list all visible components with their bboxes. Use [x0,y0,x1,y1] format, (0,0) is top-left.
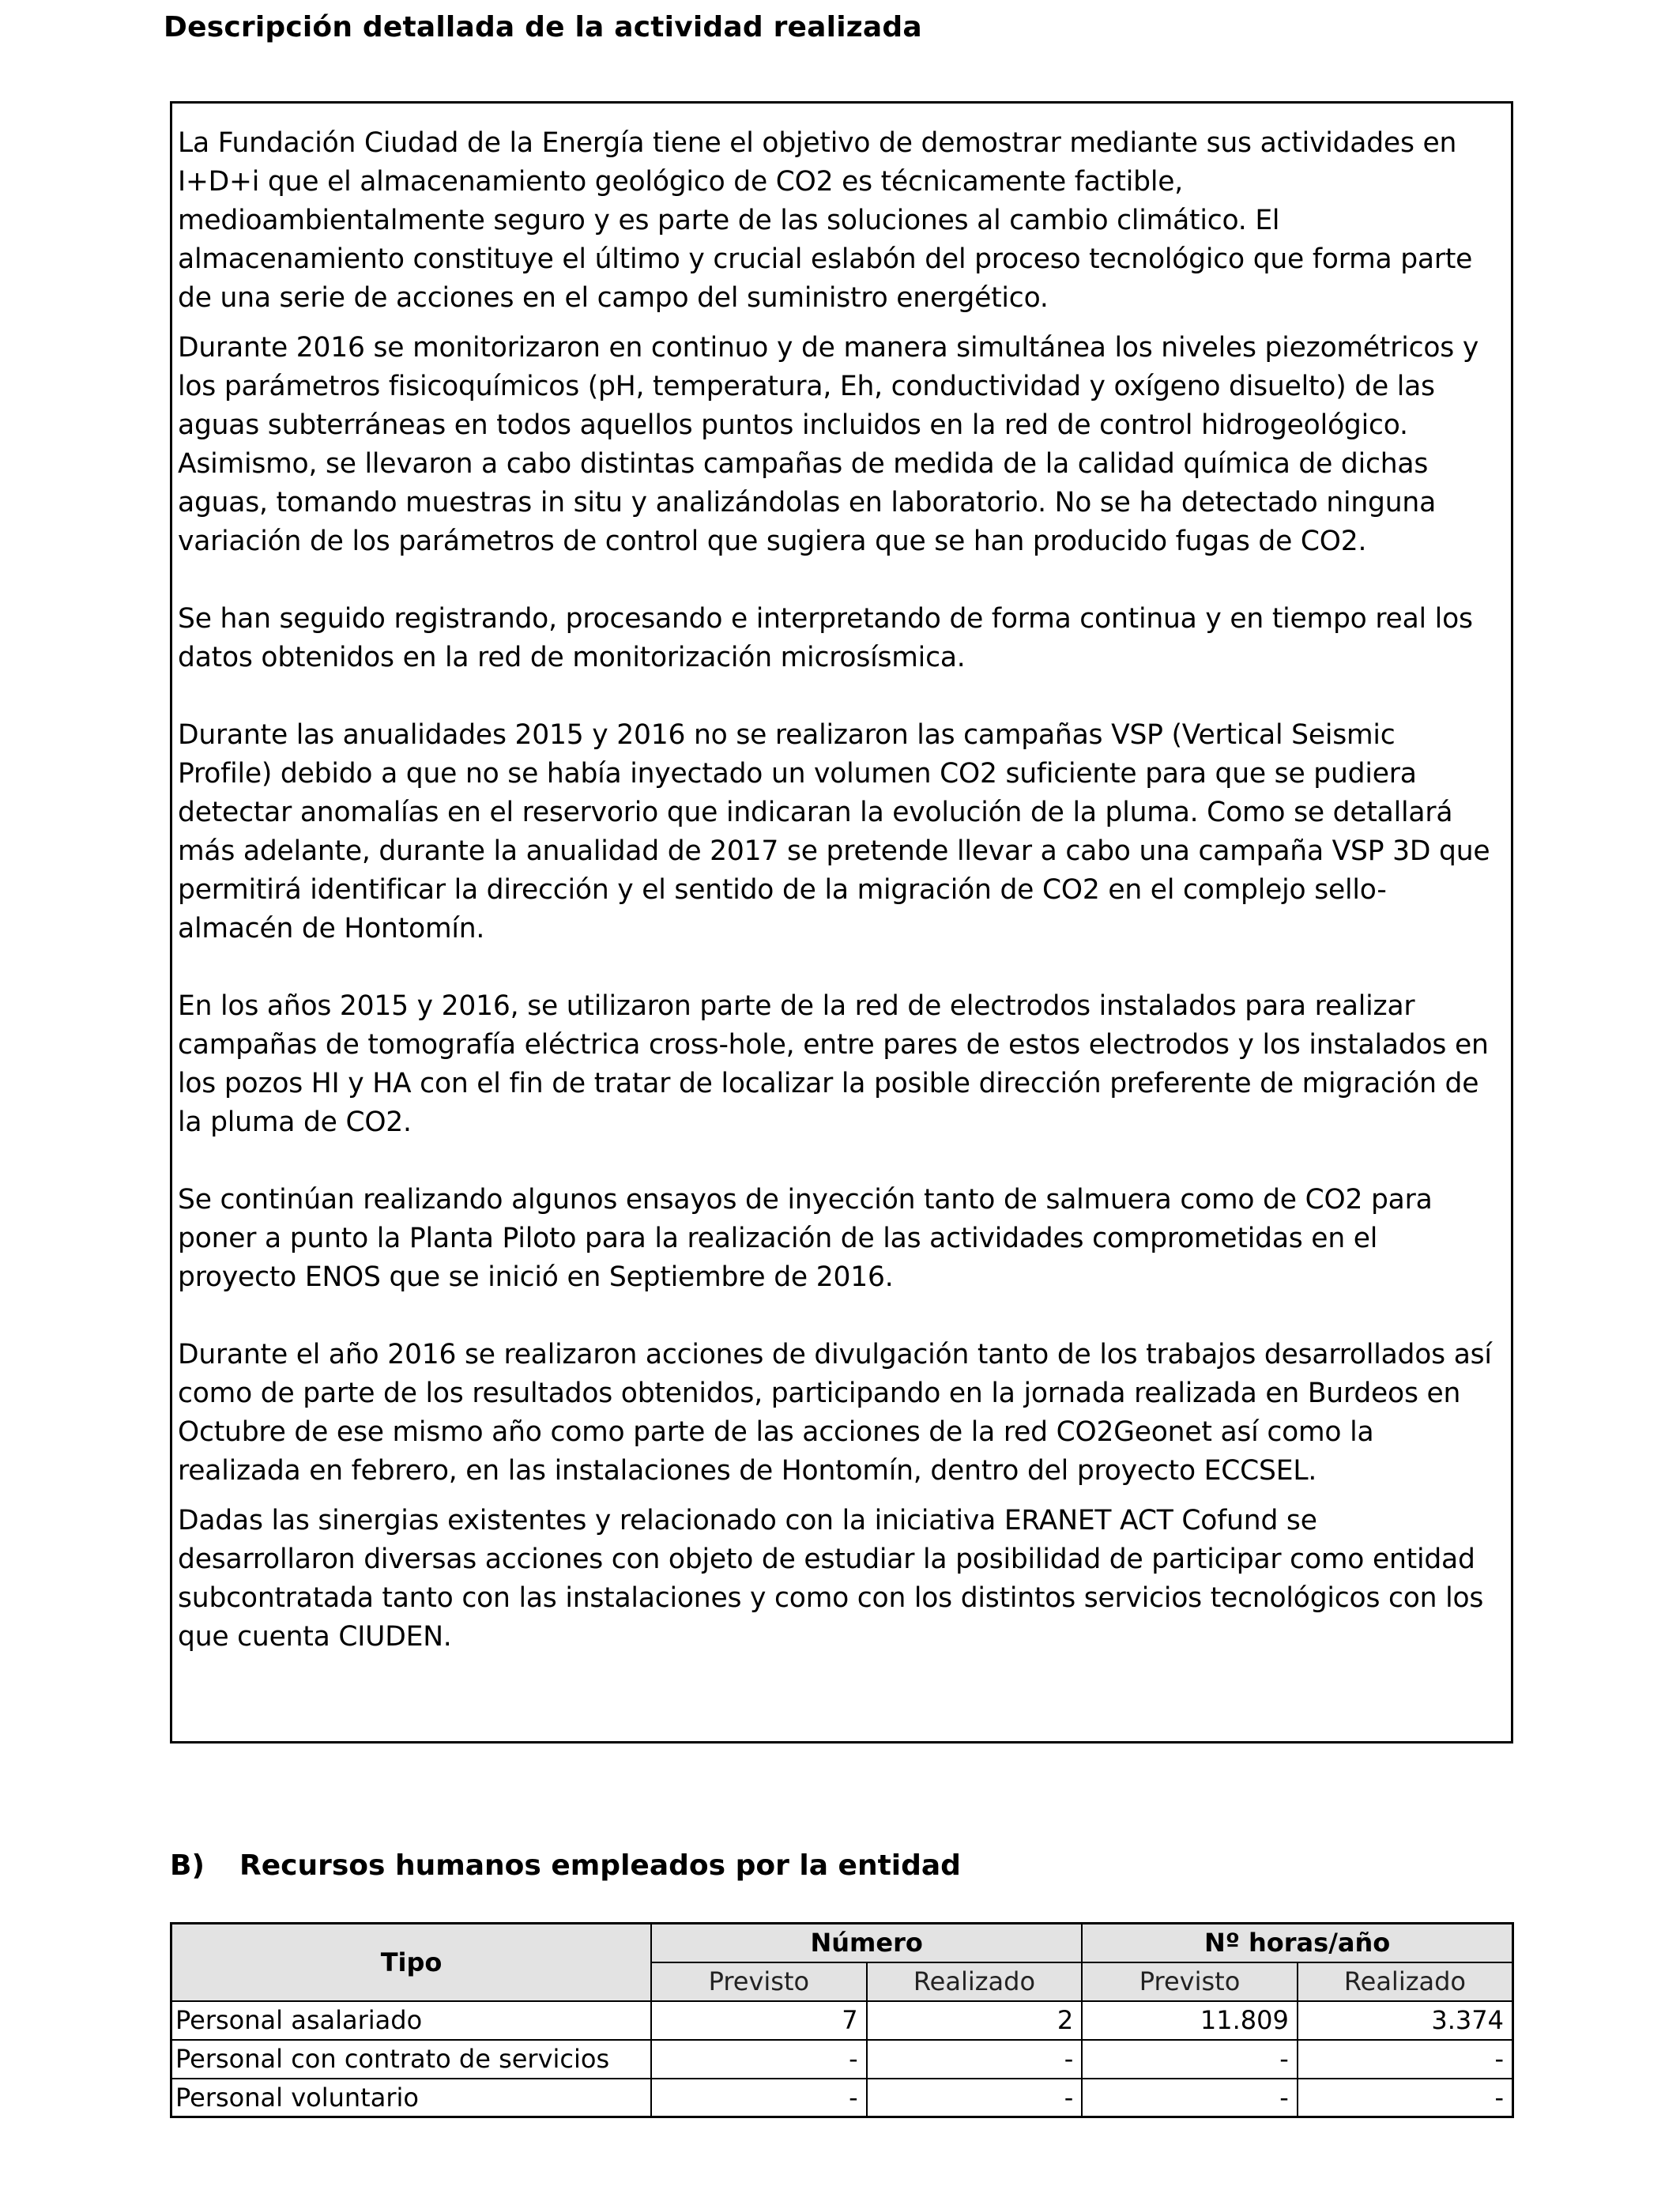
row-tipo: Personal con contrato de servicios [171,2040,652,2079]
row-horas-previsto: - [1082,2040,1298,2079]
human-resources-table [170,1922,1514,2118]
section-b-title [170,1849,961,1882]
table-row [171,2040,1513,2079]
row-horas-realizado: - [1298,2079,1513,2117]
row-tipo: Personal voluntario [171,2079,652,2117]
header-tipo: Tipo [171,1924,652,2001]
row-num-realizado: - [867,2079,1083,2117]
paragraph: Se han seguido registrando, procesando e interpretando de forma continua y en tiempo real los datos obtenidos en la red de monitorización microsísmica. [178,603,1473,673]
table-row [171,2079,1513,2117]
paragraph: En los años 2015 y 2016, se utilizaron parte de la red de electrodos instalados para realizar campañas de tomografía eléctrica cross-hole, entre pares de estos electrodos y los instalados en los pozos HI y HA con el fin de tratar de localizar la posible dirección preferente de migración de la pluma de CO2. [178,990,1489,1138]
header-numero: Número [651,1924,1082,1962]
section-title-text: Recursos humanos empleados por la entidad [239,1849,961,1882]
row-num-previsto: - [651,2079,867,2117]
page-heading: Descripción detallada de la actividad realizada [164,11,922,43]
row-num-previsto: - [651,2040,867,2079]
subheader-numero-previsto: Previsto [651,1962,867,2001]
table-row [171,2001,1513,2040]
row-horas-realizado: 3.374 [1298,2001,1513,2040]
row-num-realizado: 2 [867,2001,1083,2040]
description-box [170,101,1513,1744]
paragraph: Dadas las sinergias existentes y relacionado con la iniciativa ERANET ACT Cofund se desarrollaron diversas acciones con objeto de estudiar la posibilidad de participar como entidad subcontratada tanto con las instalaciones y como con los distintos servicios tecnológicos con los que cuenta CIUDEN. [178,1505,1484,1653]
row-num-previsto: 7 [651,2001,867,2040]
header-horas: Nº horas/año [1082,1924,1512,1962]
row-tipo: Personal asalariado [171,2001,652,2040]
paragraph: Durante 2016 se monitorizaron en continuo y de manera simultánea los niveles piezométricos y los parámetros fisicoquímicos (pH, temperatura, Eh, conductividad y oxígeno disuelto) de las aguas subterráneas en todos aquellos puntos incluidos en la red de control hidrogeológico. Asimismo, se llevaron a cabo distintas campañas de medida de la calidad química de dichas aguas, tomando muestras in situ y analizándolas en laboratorio. No se ha detectado ninguna variación de los parámetros de control que sugiera que se han producido fugas de CO2. [178,332,1479,557]
row-horas-previsto: - [1082,2079,1298,2117]
paragraph: Se continúan realizando algunos ensayos de inyección tanto de salmuera como de CO2 para poner a punto la Planta Piloto para la realización de las actividades comprometidas en el proyecto ENOS que se inició en Septiembre de 2016. [178,1184,1433,1293]
row-horas-realizado: - [1298,2040,1513,2079]
row-num-realizado: - [867,2040,1083,2079]
paragraph: La Fundación Ciudad de la Energía tiene el objetivo de demostrar mediante sus actividades en I+D+i que el almacenamiento geológico de CO2 es técnicamente factible, medioambientalmente seguro y es parte de las soluciones al cambio climático. El almacenamiento constituye el último y crucial eslabón del proceso tecnológico que forma parte de una serie de acciones en el campo del suministro energético. [178,127,1473,314]
section-letter: B) [170,1849,205,1882]
row-horas-previsto: 11.809 [1082,2001,1298,2040]
subheader-horas-previsto: Previsto [1082,1962,1298,2001]
paragraph: Durante el año 2016 se realizaron acciones de divulgación tanto de los trabajos desarrollados así como de parte de los resultados obtenidos, participando en la jornada realizada en Burdeos en Octubre de ese mismo año como parte de las acciones de la red CO2Geonet así como la realizada en febrero, en las instalaciones de Hontomín, dentro del proyecto ECCSEL. [178,1339,1492,1487]
subheader-numero-realizado: Realizado [867,1962,1083,2001]
paragraph: Durante las anualidades 2015 y 2016 no se realizaron las campañas VSP (Vertical Seismic Profile) debido a que no se había inyectado un volumen CO2 suficiente para que se pudiera detectar anomalías en el reservorio que indicaran la evolución de la pluma. Como se detallará más adelante, durante la anualidad de 2017 se pretende llevar a cabo una campaña VSP 3D que permitirá identificar la dirección y el sentido de la migración de CO2 en el complejo sello-almacén de Hontomín. [178,719,1490,944]
subheader-horas-realizado: Realizado [1298,1962,1513,2001]
